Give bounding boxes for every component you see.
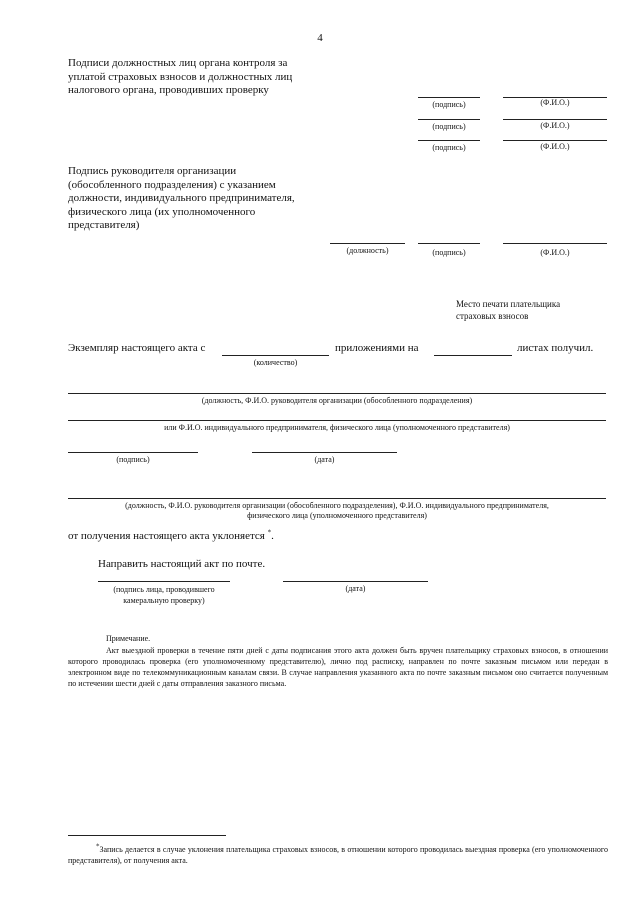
evader-caption: (должность, Ф.И.О. руководителя организации (обособленного подразделения), Ф.И.О. индивидуального предпринимателя,	[125, 501, 549, 510]
inspector-caption	[98, 584, 230, 606]
officials-label-line: Подписи должностных лиц органа контроля за	[68, 57, 288, 69]
officials-signature-label	[68, 57, 368, 98]
signature-caption: (подпись)	[432, 122, 466, 131]
position-line	[330, 243, 405, 244]
signature-line	[418, 97, 480, 98]
footnote-mark: *	[96, 842, 100, 851]
evader-line	[68, 498, 606, 499]
stamp-place-line: Место печати плательщика	[456, 299, 561, 309]
name-caption: (Ф.И.О.)	[540, 98, 570, 107]
receipt-text-1: Экземпляр настоящего акта с	[68, 342, 206, 354]
receiver-signature-line	[68, 452, 198, 453]
signature-line	[418, 119, 480, 120]
receiver-signature-caption: (подпись)	[116, 455, 150, 464]
receipt-text-2: приложениями на	[335, 342, 419, 354]
quantity-line	[222, 355, 329, 356]
receipt-text-3: листах получил.	[517, 342, 594, 354]
inspector-signature-line	[98, 581, 230, 582]
receiver-date-caption: (дата)	[314, 455, 335, 464]
head-label-line: физического лица (их уполномоченного	[68, 205, 256, 218]
inspector-caption-line: камеральную проверку)	[123, 596, 205, 605]
page-number: 4	[317, 32, 323, 44]
footnote-mark: *	[267, 528, 272, 537]
name-line	[503, 119, 607, 120]
signature-caption: (подпись)	[432, 248, 466, 257]
head-label-line: представителя)	[68, 219, 140, 231]
receiver-caption: (должность, Ф.И.О. руководителя организации (обособленного подразделения)	[201, 396, 473, 405]
head-label-line: (обособленного подразделения) с указанием	[68, 178, 276, 191]
signature-line	[418, 243, 480, 244]
officials-label-line: уплатой страховых взносов и должностных лиц	[68, 70, 293, 83]
quantity-caption: (количество)	[253, 358, 298, 367]
evasion-sentence: от получения настоящего акта уклоняется	[68, 530, 265, 542]
sheets-line	[434, 355, 512, 356]
position-caption: (должность)	[346, 246, 389, 255]
name-caption: (Ф.И.О.)	[540, 142, 570, 151]
evader-caption: физического лица (уполномоченного представителя)	[247, 511, 427, 520]
inspector-date-line	[283, 581, 428, 582]
signature-line	[418, 140, 480, 141]
evasion-text: от получения настоящего акта уклоняется *.	[68, 528, 274, 542]
receiver-line	[68, 420, 606, 421]
name-line	[503, 243, 607, 244]
name-caption: (Ф.И.О.)	[540, 248, 570, 257]
name-caption: (Ф.И.О.)	[540, 121, 570, 130]
note-text: Акт выездной проверки в течение пяти дней с даты подписания этого акта должен быть вручен плательщику страховых взносов, в отношении которого проводилась проверка (его уполномоченному представителю), лично под расписку, направлен по почте заказным письмом или передан в электронном виде по телекоммуникационным каналам связи. В случае направления указанного акта по почте заказным письмом оно считается полученным по истечении шести дней с даты отправления заказного письма.	[68, 646, 608, 688]
footnote-text: Запись делается в случае уклонения плательщика страховых взносов, в отношении которого проводилась выездная проверка (его уполномоченного представителя), от получения акта.	[68, 845, 608, 865]
mail-text: Направить настоящий акт по почте.	[98, 558, 266, 570]
receiver-line	[68, 393, 606, 394]
signature-caption: (подпись)	[432, 100, 466, 109]
head-label-line: должности, индивидуального предпринимателя,	[68, 192, 295, 204]
inspector-date-caption: (дата)	[345, 584, 366, 593]
receiver-date-line	[252, 452, 397, 453]
stamp-place	[456, 298, 606, 322]
footnote-separator	[68, 835, 226, 836]
name-line	[503, 140, 607, 141]
stamp-place-line: страховых взносов	[456, 311, 529, 321]
receiver-caption: или Ф.И.О. индивидуального предпринимателя, физического лица (уполномоченного представителя)	[164, 423, 510, 432]
inspector-caption-line: (подпись лица, проводившего	[113, 585, 215, 594]
officials-label-line: налогового органа, проводивших проверку	[68, 84, 269, 96]
note-title: Примечание.	[106, 634, 151, 643]
head-signature-label	[68, 165, 368, 233]
footnote	[68, 844, 608, 866]
head-label-line: Подпись руководителя организации	[68, 165, 237, 177]
signature-caption: (подпись)	[432, 143, 466, 152]
